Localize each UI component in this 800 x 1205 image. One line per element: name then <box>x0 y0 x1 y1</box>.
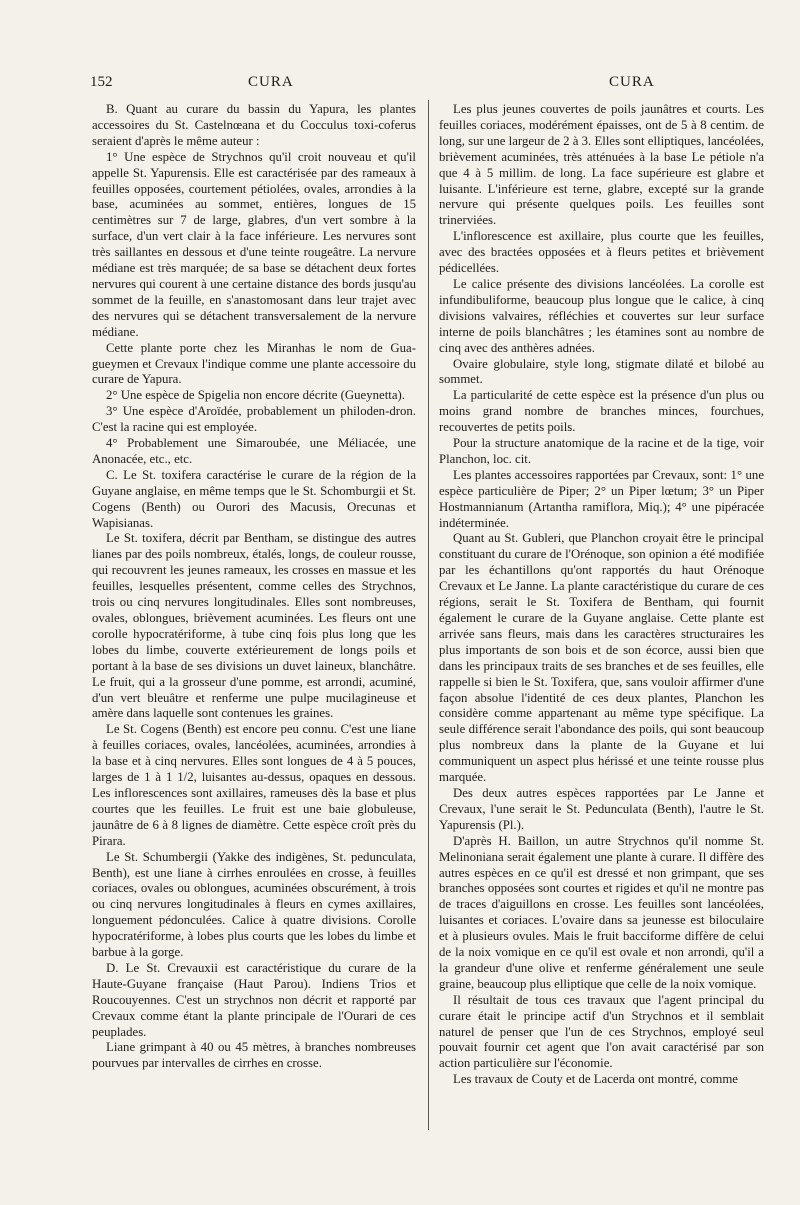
paragraph: Liane grimpant à 40 ou 45 mètres, à branches nombreuses pourvues par intervalles de cirrhes en crosse. <box>92 1040 416 1071</box>
paragraph: Des deux autres espèces rapportées par Le Janne et Crevaux, l'une serait le St. Pedunculata (Benth), l'autre le St. Yapurensis (Pl.). <box>439 785 764 832</box>
paragraph: 2° Une espèce de Spigelia non encore décrite (Gueynetta). <box>106 388 405 403</box>
paragraph: Ovaire globulaire, style long, stigmate dilaté et bilobé au sommet. <box>439 356 764 387</box>
paragraph: B. Quant au curare du bassin du Yapura, les plantes accessoires du St. Castelnœana et du Cocculus toxi-coferus seraient d'après le même auteur : <box>92 102 416 148</box>
running-title-right: CURA <box>609 74 655 90</box>
running-header <box>90 74 750 96</box>
paragraph: Les plus jeunes couvertes de poils jaunâtres et courts. Les feuilles coriaces, modérément épaisses, ont de 5 à 8 centim. de long, sur une largeur de 2 à 3. Elles sont elliptiques, lancéolées, brièvement acuminées, très atténuées à la base Le pétiole n'a que 4 à 5 millim. de long. La face supérieure est glabre et luisante. L'inférieure est terne, glabre, excepté sur la grande nervure qui présente quelques poils. Les feuilles sont trinerviées. <box>439 102 764 228</box>
paragraph: 1° Une espèce de Strychnos qu'il croit nouveau et qu'il appelle St. Yapurensis. Elle est caractérisée par des rameaux à feuilles opposées, courtement pétiolées, ovales, arrondies à la base, acuminées au sommet, entières, longues de 15 centimètres sur 7 de large, glabres, d'un vert sombre à la surface, d'un vert clair à la face inférieure. Les nervures sont très saillantes en dessous et d'une teinte rougeâtre. La nervure médiane est très marquée; de sa base se détachent deux fortes nervures qui courent à une certaine distance des bords jusqu'au sommet de la feuille, en s'anastomosant dans leur trajet avec des nervures qui se détachent transversalement de la nervure médiane. <box>92 149 416 339</box>
paragraph: D'après H. Baillon, un autre Strychnos qu'il nomme St. Melinoniana serait également une plante à curare. Il diffère des autres espèces en ce qu'il est dressé et non grimpant, que ses branches opposées sont courtes et rigides et qu'il ne montre pas de traces d'aiguillons en crosse. Les feuilles sont lancéolées, luisantes et coriaces. L'ovaire dans sa jeunesse est biloculaire et à plusieurs ovules. Mais le fruit bacciforme diffère de celui de la noix vomique en ce qu'il est ovale et non arrondi, qu'il a la grandeur d'une olive et renferme généralement une seule graine, beaucoup plus elliptique que celle de la noix vomique. <box>439 833 764 991</box>
paragraph: Le calice présente des divisions lancéolées. La corolle est infundibuliforme, beaucoup plus longue que le calice, à cinq divisions valvaires, réfléchies et couvertes sur leur surface interne de poils blanchâtres ; les étamines sont au nombre de cinq avec des anthères adnées. <box>439 276 764 355</box>
left-column <box>92 102 416 1072</box>
paragraph: Les travaux de Couty et de Lacerda ont montré, comme <box>453 1072 738 1087</box>
paragraph: Le St. toxifera, décrit par Bentham, se distingue des autres lianes par des poils nombreux, étalés, longs, de couleur rousse, qui recouvrent les jeunes rameaux, les crosses en massue et les feuilles, lesquelles présentent, comme celles des Strychnos, trois ou cinq nervures longitudinales. Elles sont nombreuses, ovales, oblongues, brièvement acuminées. Les fleurs ont une corolle hypocratériforme, à tube cinq fois plus long que les lobes du limbe, couverte extérieurement de longs poils et portant à la base de ses divisions un duvet laineux, blanchâtre. Le fruit, qui a la grosseur d'une pomme, est arrondi, acuminé, d'un vert bleuâtre et renferme une pulpe mucilagineuse et amère dans laquelle sont contenues les graines. <box>92 531 416 721</box>
page-number: 152 <box>90 74 113 90</box>
paragraph: L'inflorescence est axillaire, plus courte que les feuilles, avec des bractées opposées et à fleurs petites et brièvement pédicellées. <box>439 229 764 276</box>
paragraph: Le St. Schumbergii (Yakke des indigènes, St. pedunculata, Benth), est une liane à cirrhes enroulées en crosse, à feuilles coriaces, ovales ou oblongues, acuminées obscurément, à trois ou cinq nervures longitudinales à fleurs en cymes axillaires, longuement pédonculées. Calice à quatre divisions. Corolle hypocratériforme, à lobes plus courts que les lobes du limbe et barbue à la gorge. <box>92 849 416 960</box>
paragraph: Cette plante porte chez les Miranhas le nom de Gua-gueymen et Crevaux l'indique comme une plante accessoire du curare de Yapura. <box>92 340 416 387</box>
paragraph: Les plantes accessoires rapportées par Crevaux, sont: 1° une espèce particulière de Piper; 2° un Piper lœtum; 3° un Piper Hostmannianum (Artantha ramiflora, Miq.); 4° une pipéracée indéterminée. <box>439 467 764 530</box>
paragraph: D. Le St. Crevauxii est caractéristique du curare de la Haute-Guyane française (Haut Parou). Indiens Trios et Roucouyennes. C'est un strychnos non décrit et rapporté par Crevaux comme étant la plante principale de l'Ourari de ces peuplades. <box>92 960 416 1039</box>
paragraph: Il résultait de tous ces travaux que l'agent principal du curare était le principe actif d'un Strychnos et il semblait naturel de penser que l'un de ces Strychnos, employé seul pouvait fournir cet agent que l'on avait caractérisé par son action particulière sur l'économie. <box>439 992 764 1071</box>
paragraph: Quant au St. Gubleri, que Planchon croyait être le principal constituant du curare de l'Orénoque, son opinion a été modifiée par les échantillons qu'ont rapportés du haut Orénoque Crevaux et Le Janne. La plante caractéristique du curare de ces régions, serait le St. Toxifera de Bentham, qui fournit également le curare de la Guyane anglaise. Cette plante est arrivée sans fleurs, mais dans les caractères structuraires les plus importants de son bois et de son écorce, aussi bien que dans les principaux traits de ses branches et de ses feuilles, elle rappelle si bien le St. Toxifera, que, sans vouloir affirmer d'une façon absolue l'identité de ces deux plantes, Planchon les considère comme appartenant au même type spécifique. La seule différence serait l'abondance des poils, qui sont beaucoup plus nombreux dans la plante de la Guyane et lui communiquent un aspect plus hérissé et une teinte rousse plus marquée. <box>439 531 764 785</box>
paragraph: Pour la structure anatomique de la racine et de la tige, voir Planchon, loc. cit. <box>439 436 764 466</box>
paragraph: Le St. Cogens (Benth) est encore peu connu. C'est une liane à feuilles coriaces, ovales, lancéolées, acuminées, arrondies à la base et à cinq nervures. Elles sont longues de 4 à 5 pouces, larges de 1 à 1 1/2, luisantes au-dessus, opaques en dessous. Les inflorescences sont axillaires, rameuses dès la base et plus courtes que les feuilles. Le fruit est une baie globuleuse, jaunâtre de 6 à 8 lignes de diamètre. Cette espèce croît près du Pirara. <box>92 722 416 848</box>
paragraph: 3° Une espèce d'Aroïdée, probablement un philoden-dron. C'est la racine qui est employée. <box>92 404 416 435</box>
right-column <box>439 102 764 1088</box>
running-title-left: CURA <box>248 74 294 90</box>
paragraph: 4° Probablement une Simaroubée, une Méliacée, une Anonacée, etc., etc. <box>92 436 416 466</box>
column-divider <box>428 100 429 1130</box>
paragraph: La particularité de cette espèce est la présence d'un plus ou moins grand nombre de branches minces, fourchues, recouvertes de petits poils. <box>439 388 764 435</box>
paragraph: C. Le St. toxifera caractérise le curare de la région de la Guyane anglaise, en même temps que le St. Schomburgii et St. Cogens (Benth) ou Ourori des Macusis, Orecunas et Wapisianas. <box>92 467 416 530</box>
